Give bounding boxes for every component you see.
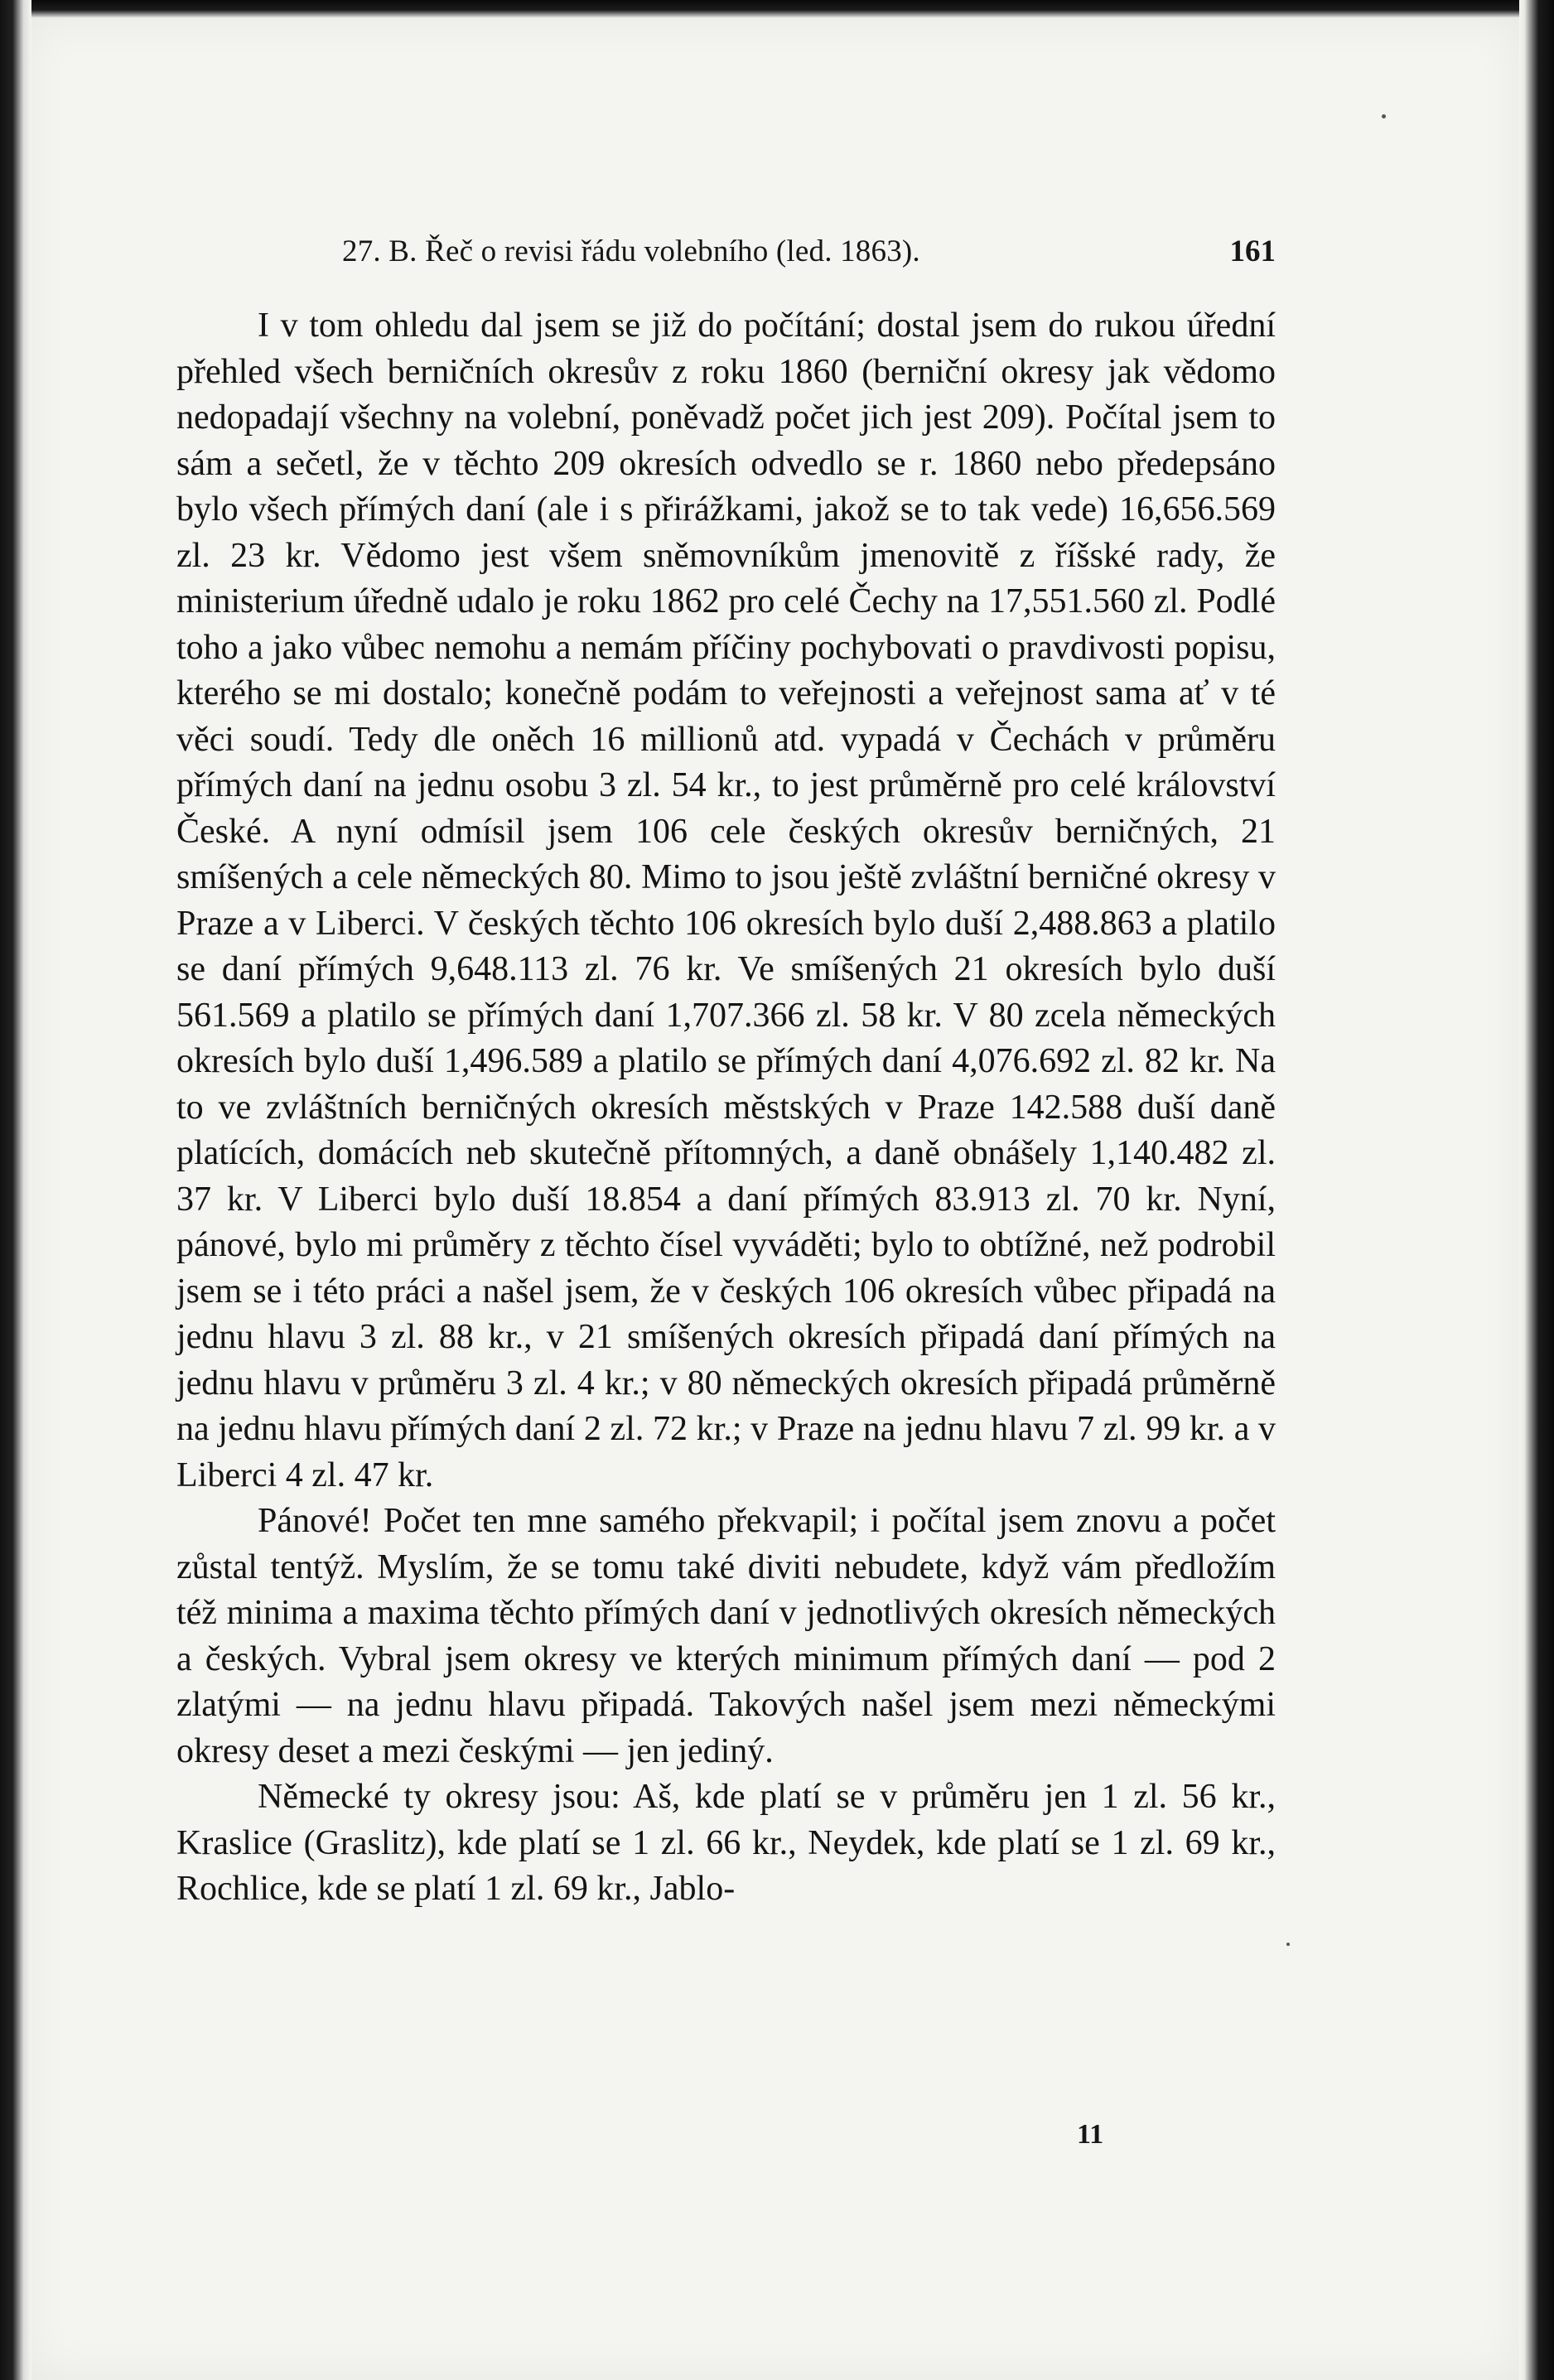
running-header (176, 225, 1276, 275)
paragraph-1: I v tom ohledu dal jsem se již do počítání; dostal jsem do rukou úřední přehled všech berničních okresův z roku 1860 (berniční okresy jak vědomo nedopadají všechny na volební, poněvadž počet jich jest 209). Počítal jsem to sám a sečetl, že v těchto 209 okresích odvedlo se r. 1860 nebo předepsáno bylo všech přímých daní (ale i s přirážkami, jakož se to tak vede) 16,656.569 zl. 23 kr. Vědomo jest všem sněmovníkům jmenovitě z říšské rady, že ministerium úředně udalo je roku 1862 pro celé Čechy na 17,551.560 zl. Podlé toho a jako vůbec nemohu a nemám příčiny pochybovati o pravdivosti popisu, kterého se mi dostalo; konečně podám to veřejnosti a veřejnost sama ať v té věci soudí. Tedy dle oněch 16 millionů atd. vypadá v Čechách v průměru přímých daní na jednu osobu 3 zl. 54 kr., to jest průměrně pro celé království České. A nyní odmísil jsem 106 cele českých okresův berničných, 21 smíšených a cele německých 80. Mimo to jsou ještě zvláštní berničné okresy v Praze a v Liberci. V českých těchto 106 okresích bylo duší 2,488.863 a platilo se daní přímých 9,648.113 zl. 76 kr. Ve smíšených 21 okresích bylo duší 561.569 a platilo se přímých daní 1,707.366 zl. 58 kr. V 80 zcela německých okresích bylo duší 1,496.589 a platilo se přímých daní 4,076.692 zl. 82 kr. Na to ve zvláštních berničných okresích městských v Praze 142.588 duší daně platících, domácích neb skutečně přítomných, a daně obnášely 1,140.482 zl. 37 kr. V Liberci bylo duší 18.854 a daní přímých 83.913 zl. 70 kr. Nyní, pánové, bylo mi průměry z těchto čísel vyváděti; bylo to obtížné, než podrobil jsem se i této práci a našel jsem, že v českých 106 okresích vůbec připadá na jednu hlavu 3 zl. 88 kr., v 21 smíšených okresích připadá daní přímých na jednu hlavu v průměru 3 zl. 4 kr.; v 80 německých okresích připadá průměrně na jednu hlavu přímých daní 2 zl. 72 kr.; v Praze na jednu hlavu 7 zl. 99 kr. a v Liberci 4 zl. 47 kr. (176, 307, 1276, 1494)
body-text (176, 303, 1276, 1913)
scan-speck (1286, 1943, 1290, 1946)
paragraph-2: Pánové! Počet ten mne samého překvapil; i počítal jsem znovu a počet zůstal tentýž. Myslím, že se tomu také diviti nebudete, když vám předložím též minima a maxima těchto přímých daní v jednotlivých okresích německých a českých. Vybral jsem okresy ve kterých minimum přímých daní — pod 2 zlatými — na jednu hlavu připadá. Takových našel jsem mezi německými okresy deset a mezi českými — jen jediný. (176, 1502, 1276, 1770)
signature-mark: 11 (1077, 2119, 1104, 2150)
scan-edge-right (1519, 0, 1554, 2380)
scan-edge-top (0, 0, 1554, 18)
page-number: 161 (1229, 234, 1276, 268)
scan-edge-left (0, 0, 31, 2380)
paragraph-3: Německé ty okresy jsou: Aš, kde platí se v průměru jen 1 zl. 56 kr., Kraslice (Graslitz), kde platí se 1 zl. 66 kr., Neydek, kde platí se 1 zl. 69 kr., Rochlice, kde se platí 1 zl. 69 kr., Jablo- (176, 1778, 1276, 1908)
scan-speck (1382, 114, 1386, 118)
running-title: 27. B. Řeč o revisi řádu volebního (led. 1863). (342, 234, 920, 268)
